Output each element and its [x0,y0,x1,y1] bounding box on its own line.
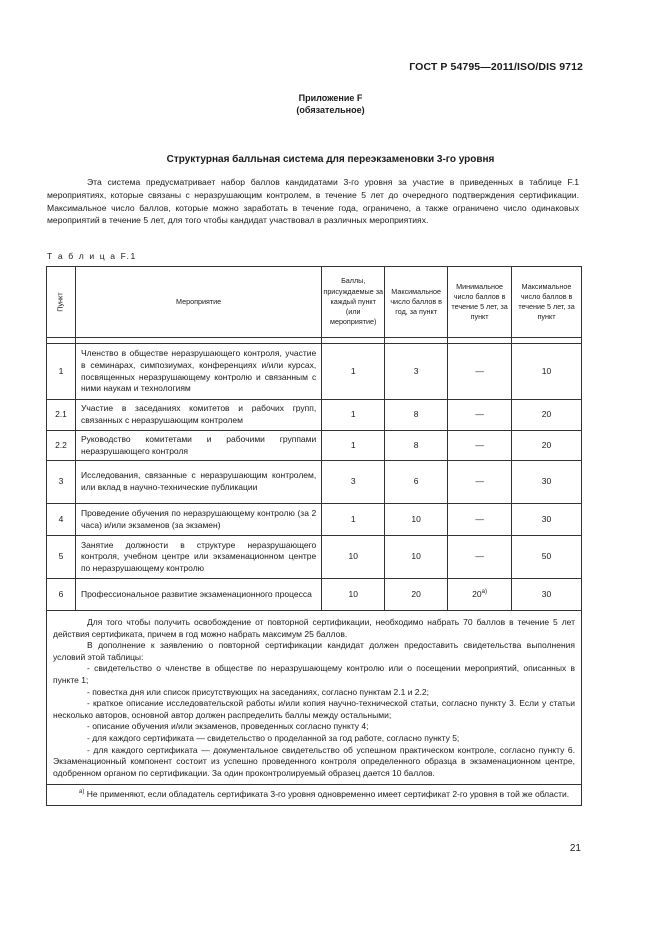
header-item: Пункт [47,267,76,338]
row-min-5y: — [448,400,512,431]
row-item: 1 [47,344,76,400]
row-points: 3 [322,461,385,504]
note-paragraph: - повестка дня или список присутствующих на заседаниях, согласно пунктам 2.1 и 2.2; [87,686,429,697]
row-min-5y: $20^{а)}$ [448,579,512,611]
footnote-mark: а) [79,789,85,796]
row-min-5y: — [448,504,512,536]
row-points: 1 [322,344,385,400]
row-points: 1 [322,400,385,431]
row-max-5y: 30 [512,461,582,504]
row-item: 6 [47,579,76,611]
note-paragraph: - описание обучения и/или экзаменов, проведенных согласно пункту 4; [87,721,369,732]
appendix-status: (обязательное) [296,105,365,115]
table-row [47,344,582,400]
note-paragraph: Для того чтобы получить освобождение от повторной сертификации, необходимо набрать 70 баллов в течение 5 лет действия сертификата, причем в год можно набрать максимум 25 баллов. [53,617,575,639]
row-points: 1 [322,431,385,461]
row-points: 10 [322,536,385,579]
table-footnote [47,785,582,806]
standard-code: ГОСТ Р 54795—2011/ISO/DIS 9712 [409,61,583,73]
row-min-5y: — [448,431,512,461]
row-activity: Исследования, связанные с неразрушающим контролем, или вклад в научно-технические публикации [75,461,321,504]
note-paragraph: - свидетельство о членстве в обществе по неразрушающему контролю или о посещении мероприятий, описанных в пункте 1; [53,663,575,685]
header-activity: Мероприятие [75,267,321,338]
row-item: 2.2 [47,431,76,461]
page-number: 21 [569,843,581,854]
row-item: 2.1 [47,400,76,431]
table-header-row [47,267,582,338]
table-row [47,579,582,611]
row-max-5y: 10 [512,344,582,400]
header-max-year: Максимальное число баллов в год, за пункт [385,267,448,338]
row-max-5y: 20 [512,431,582,461]
row-max-5y: 30 [512,579,582,611]
row-max-year: 20 [385,579,448,611]
row-activity: Занятие должности в структуре неразрушающего контроля, учебном центре или экзаменационном центре по неразрушающему контролю [75,536,321,579]
row-activity: Руководство комитетами и рабочими группами неразрушающего контроля [75,431,321,461]
header-min-5y: Минимальное число баллов в течение 5 лет, за пункт [448,267,512,338]
row-max-year: 10 [385,504,448,536]
intro-paragraph: Эта система предусматривает набор баллов кандидатами 3-го уровня за участие в приведенных в таблице F.1 мероприятиях, которые связаны с неразрушающим контролем, в течение 5 лет до очередного подтверждения сертификации. Максимальное число баллов, которые можно заработать в течение года, ограничено, а также ограничено число одинаковых мероприятий в течение 5 лет, для того чтобы кандидат участвовал в различных мероприятиях. [47,177,579,226]
table-notes [47,611,582,785]
table-row [47,400,582,431]
row-max-year: 3 [385,344,448,400]
row-activity: Членство в обществе неразрушающего контроля, участие в семинарах, симпозиумах, конференциях и/или курсах, посвященных неразрушающему контролю и связанным с ними наукам и технологиям [75,344,321,400]
footnote-row [47,785,582,806]
row-item: 4 [47,504,76,536]
row-min-5y: — [448,536,512,579]
points-table [46,266,582,806]
row-max-year: 6 [385,461,448,504]
header-points: Баллы, присуждаемые за каждый пункт (или мероприятие) [322,267,385,338]
row-max-5y: 30 [512,504,582,536]
table-row [47,431,582,461]
appendix-heading [0,92,661,116]
footnote-text: Не применяют, если обладатель сертификата 3-го уровня одновременно имеет сертификат 2-го уровня в той же области. [86,789,570,800]
notes-row [47,611,582,785]
table-row [47,504,582,536]
table-row [47,461,582,504]
row-max-year: 8 [385,400,448,431]
row-max-year: 10 [385,536,448,579]
row-activity: Участие в заседаниях комитетов и рабочих групп, связанных с неразрушающим контролем [75,400,321,431]
table-caption: Т а б л и ц а F.1 [47,251,137,261]
document-title: Структурная балльная система для переэкзаменовки 3-го уровня [166,154,495,165]
table-row [47,536,582,579]
row-max-5y: 20 [512,400,582,431]
appendix-title: Приложение F [298,93,363,103]
row-min-5y: — [448,461,512,504]
header-max-5y: Максимальное число баллов в течение 5 лет, за пункт [512,267,582,338]
row-points: 10 [322,579,385,611]
row-max-5y: 50 [512,536,582,579]
row-activity: Проведение обучения по неразрушающему контролю (за 2 часа) и/или экзаменов (за экзамен) [75,504,321,536]
row-item: 5 [47,536,76,579]
row-max-year: 8 [385,431,448,461]
row-min-5y: — [448,344,512,400]
note-paragraph: В дополнение к заявлению о повторной сертификации кандидат должен предоставить свидетельства выполнения условий этой таблицы: [53,640,575,662]
row-item: 3 [47,461,76,504]
row-points: 1 [322,504,385,536]
note-paragraph: - для каждого сертификата — документальное свидетельство об успешном практическом контроле, согласно пункту 6. Экзаменационный компонент состоит из успешно проведенного контроля определенного образца в экзаменационном центре, одобренном органом по сертификации. За один проконтролируемый образец дается 10 баллов. [53,744,575,778]
row-activity: Профессиональное развитие экзаменационного процесса [75,579,321,611]
note-paragraph: - краткое описание исследовательской работы и/или копия научно-технической статьи, согласно пункту 3. Если у статьи несколько авторов, основной автор должен распределить баллы между остальными; [53,698,575,720]
footnote-ref: а) [481,588,487,595]
note-paragraph: - для каждого сертификата — свидетельство о проделанной за год работе, согласно пункту 5; [87,732,460,743]
